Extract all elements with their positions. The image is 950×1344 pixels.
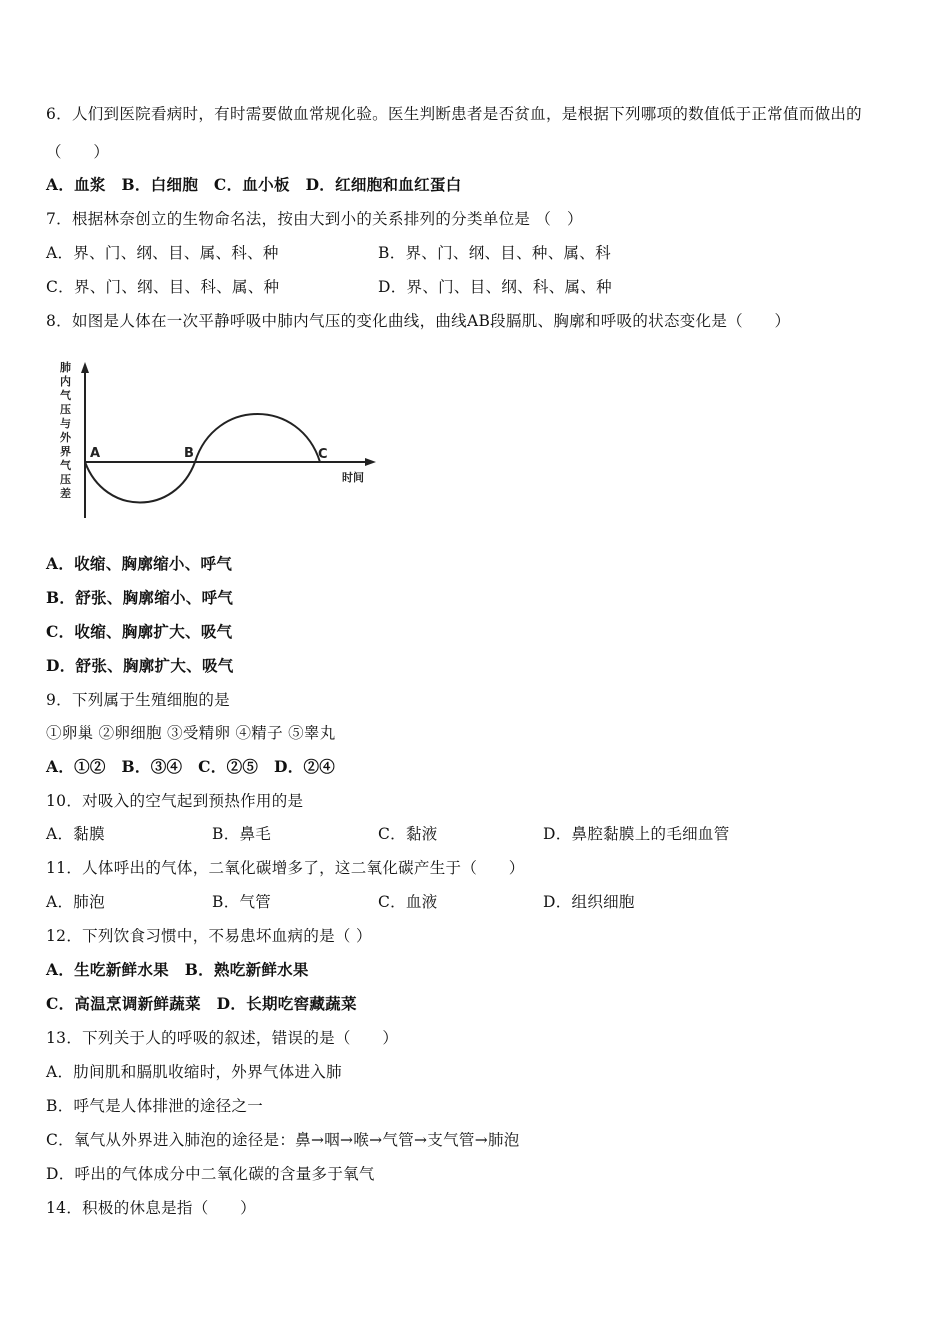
q12-stem: 12．下列饮食习惯中，不易患坏血病的是（ ）	[46, 927, 372, 945]
x-axis-arrow	[365, 458, 376, 466]
q8-option-b: B．舒张、胸廓缩小、呼气	[46, 588, 234, 607]
q11-stem: 11．人体呼出的气体，二氧化碳增多了，这二氧化碳产生于（ ）	[46, 859, 525, 877]
q11-option-a: A．肺泡	[46, 893, 105, 911]
q7-stem: 7．根据林奈创立的生物命名法，按由大到小的关系排列的分类单位是 （ ）	[46, 210, 583, 228]
y-label-char: 压	[60, 403, 71, 416]
y-axis-arrow	[81, 362, 89, 373]
q8-stem: 8．如图是人体在一次平静呼吸中肺内气压的变化曲线，曲线AB段膈肌、胸廓和呼吸的状态变化是（ ）	[46, 312, 791, 330]
x-axis-label: 时间	[342, 471, 364, 484]
q13-option-b: B．呼气是人体排泄的途径之一	[46, 1097, 264, 1115]
pressure-curve	[85, 414, 320, 503]
point-a-label: A	[90, 446, 101, 461]
q6-options: A．血浆 B．白细胞 C．血小板 D．红细胞和血红蛋白	[46, 175, 462, 194]
y-label-char: 气	[60, 389, 71, 402]
point-b-label: B	[184, 446, 194, 461]
q7-option-d: D．界、门、目、纲、科、属、种	[378, 278, 612, 296]
q11-option-d: D．组织细胞	[543, 893, 635, 911]
q7-option-a: A．界、门、纲、目、属、科、种	[46, 244, 279, 262]
q7-option-c: C．界、门、纲、目、科、属、种	[46, 278, 280, 296]
q7-option-b: B．界、门、纲、目、种、属、科	[378, 244, 611, 262]
y-label-char: 界	[60, 445, 71, 458]
y-axis-label	[60, 360, 72, 500]
q13-option-c: C．氧气从外界进入肺泡的途径是：鼻→咽→喉→气管→支气管→肺泡	[46, 1131, 520, 1149]
q13-option-d: D．呼出的气体成分中二氧化碳的含量多于氧气	[46, 1165, 375, 1183]
q13-option-a: A．肋间肌和膈肌收缩时，外界气体进入肺	[46, 1063, 342, 1081]
q8-option-a: A．收缩、胸廓缩小、呼气	[46, 554, 233, 573]
q10-option-a: A．黏膜	[46, 825, 105, 843]
y-label-char: 外	[60, 431, 71, 444]
q11-option-b: B．气管	[212, 893, 272, 911]
q10-option-d: D．鼻腔黏膜上的毛细血管	[543, 825, 730, 843]
q12-options-ab: A．生吃新鲜水果 B．熟吃新鲜水果	[46, 960, 309, 979]
y-label-char: 气	[60, 459, 71, 472]
y-label-char: 压	[60, 473, 71, 486]
q10-option-b: B．鼻毛	[212, 825, 272, 843]
q9-items: ①卵巢 ②卵细胞 ③受精卵 ④精子 ⑤睾丸	[46, 724, 336, 742]
q8-option-c: C．收缩、胸廓扩大、吸气	[46, 622, 233, 641]
q6-paren: （ ）	[46, 143, 110, 161]
point-c-label: C	[318, 447, 328, 462]
q13-stem: 13．下列关于人的呼吸的叙述，错误的是（ ）	[46, 1029, 399, 1047]
lung-pressure-graph	[50, 358, 380, 523]
y-label-char: 肺	[60, 361, 71, 374]
q6-stem: 6．人们到医院看病时，有时需要做血常规化验。医生判断患者是否贫血，是根据下列哪项的数值低于正常值而做出的	[46, 105, 862, 123]
q11-option-c: C．血液	[378, 893, 438, 911]
y-label-char: 与	[60, 417, 71, 430]
q12-options-cd: C．高温烹调新鲜蔬菜 D．长期吃窖藏蔬菜	[46, 994, 357, 1013]
y-label-char: 内	[60, 375, 71, 388]
q10-option-c: C．黏液	[378, 825, 438, 843]
q8-option-d: D．舒张、胸廓扩大、吸气	[46, 656, 234, 675]
y-label-char: 差	[60, 487, 71, 500]
q9-options: A．①② B．③④ C．②⑤ D．②④	[46, 757, 336, 776]
q14-stem: 14．积极的休息是指（ ）	[46, 1199, 256, 1217]
q9-stem: 9．下列属于生殖细胞的是	[46, 691, 230, 709]
q10-stem: 10．对吸入的空气起到预热作用的是	[46, 792, 304, 810]
